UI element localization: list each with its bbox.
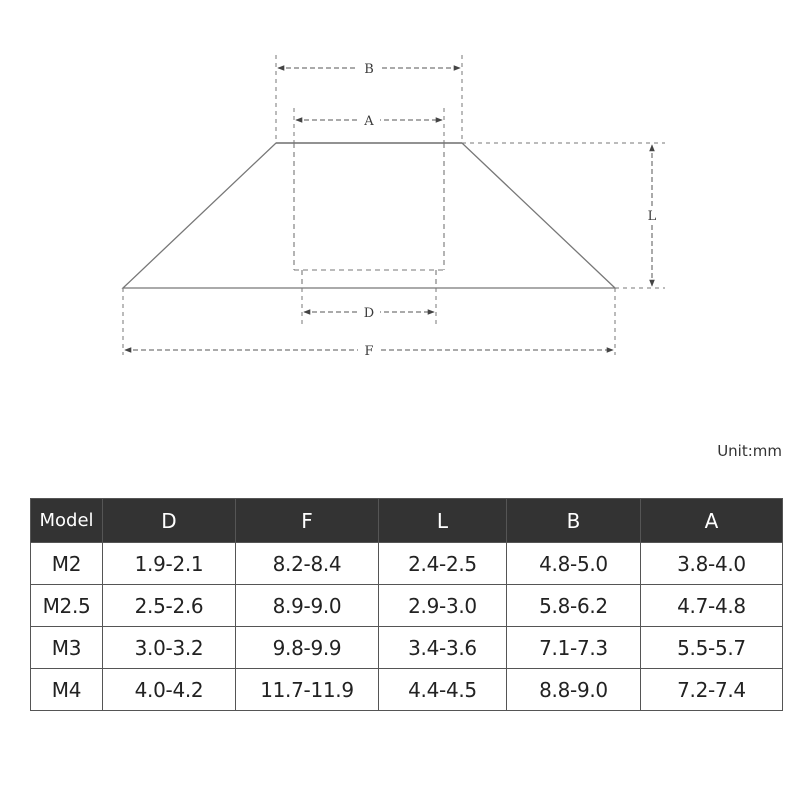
cell-model: M2 bbox=[31, 543, 103, 585]
header-model: Model bbox=[31, 499, 103, 543]
inner-bore bbox=[294, 143, 444, 288]
cell-f: 11.7-11.9 bbox=[236, 669, 379, 711]
table-row bbox=[31, 585, 783, 627]
cell-a: 5.5-5.7 bbox=[641, 627, 783, 669]
cell-b: 8.8-9.0 bbox=[507, 669, 641, 711]
table-header-row bbox=[31, 499, 783, 543]
header-l: L bbox=[379, 499, 507, 543]
label-L: L bbox=[647, 209, 657, 224]
label-F: F bbox=[364, 344, 374, 359]
cell-d: 1.9-2.1 bbox=[103, 543, 236, 585]
cell-l: 2.9-3.0 bbox=[379, 585, 507, 627]
table-row bbox=[31, 543, 783, 585]
cell-a: 4.7-4.8 bbox=[641, 585, 783, 627]
header-a: A bbox=[641, 499, 783, 543]
cell-l: 2.4-2.5 bbox=[379, 543, 507, 585]
label-B: B bbox=[364, 62, 374, 77]
header-b: B bbox=[507, 499, 641, 543]
unit-label: Unit:mm bbox=[717, 442, 782, 460]
cell-model: M4 bbox=[31, 669, 103, 711]
cell-b: 7.1-7.3 bbox=[507, 627, 641, 669]
table-row bbox=[31, 627, 783, 669]
label-D: D bbox=[363, 306, 375, 321]
cell-a: 3.8-4.0 bbox=[641, 543, 783, 585]
table-row bbox=[31, 669, 783, 711]
washer-profile bbox=[123, 143, 615, 288]
cell-model: M2.5 bbox=[31, 585, 103, 627]
extension-lines bbox=[123, 55, 665, 355]
spec-table bbox=[30, 498, 783, 711]
cell-d: 2.5-2.6 bbox=[103, 585, 236, 627]
cell-f: 8.2-8.4 bbox=[236, 543, 379, 585]
cell-f: 9.8-9.9 bbox=[236, 627, 379, 669]
cell-d: 3.0-3.2 bbox=[103, 627, 236, 669]
cell-f: 8.9-9.0 bbox=[236, 585, 379, 627]
cell-d: 4.0-4.2 bbox=[103, 669, 236, 711]
dimension-lines bbox=[125, 68, 652, 350]
cell-b: 4.8-5.0 bbox=[507, 543, 641, 585]
cell-l: 3.4-3.6 bbox=[379, 627, 507, 669]
cell-l: 4.4-4.5 bbox=[379, 669, 507, 711]
cell-a: 7.2-7.4 bbox=[641, 669, 783, 711]
label-A: A bbox=[364, 114, 374, 129]
cell-b: 5.8-6.2 bbox=[507, 585, 641, 627]
header-f: F bbox=[236, 499, 379, 543]
header-d: D bbox=[103, 499, 236, 543]
cell-model: M3 bbox=[31, 627, 103, 669]
